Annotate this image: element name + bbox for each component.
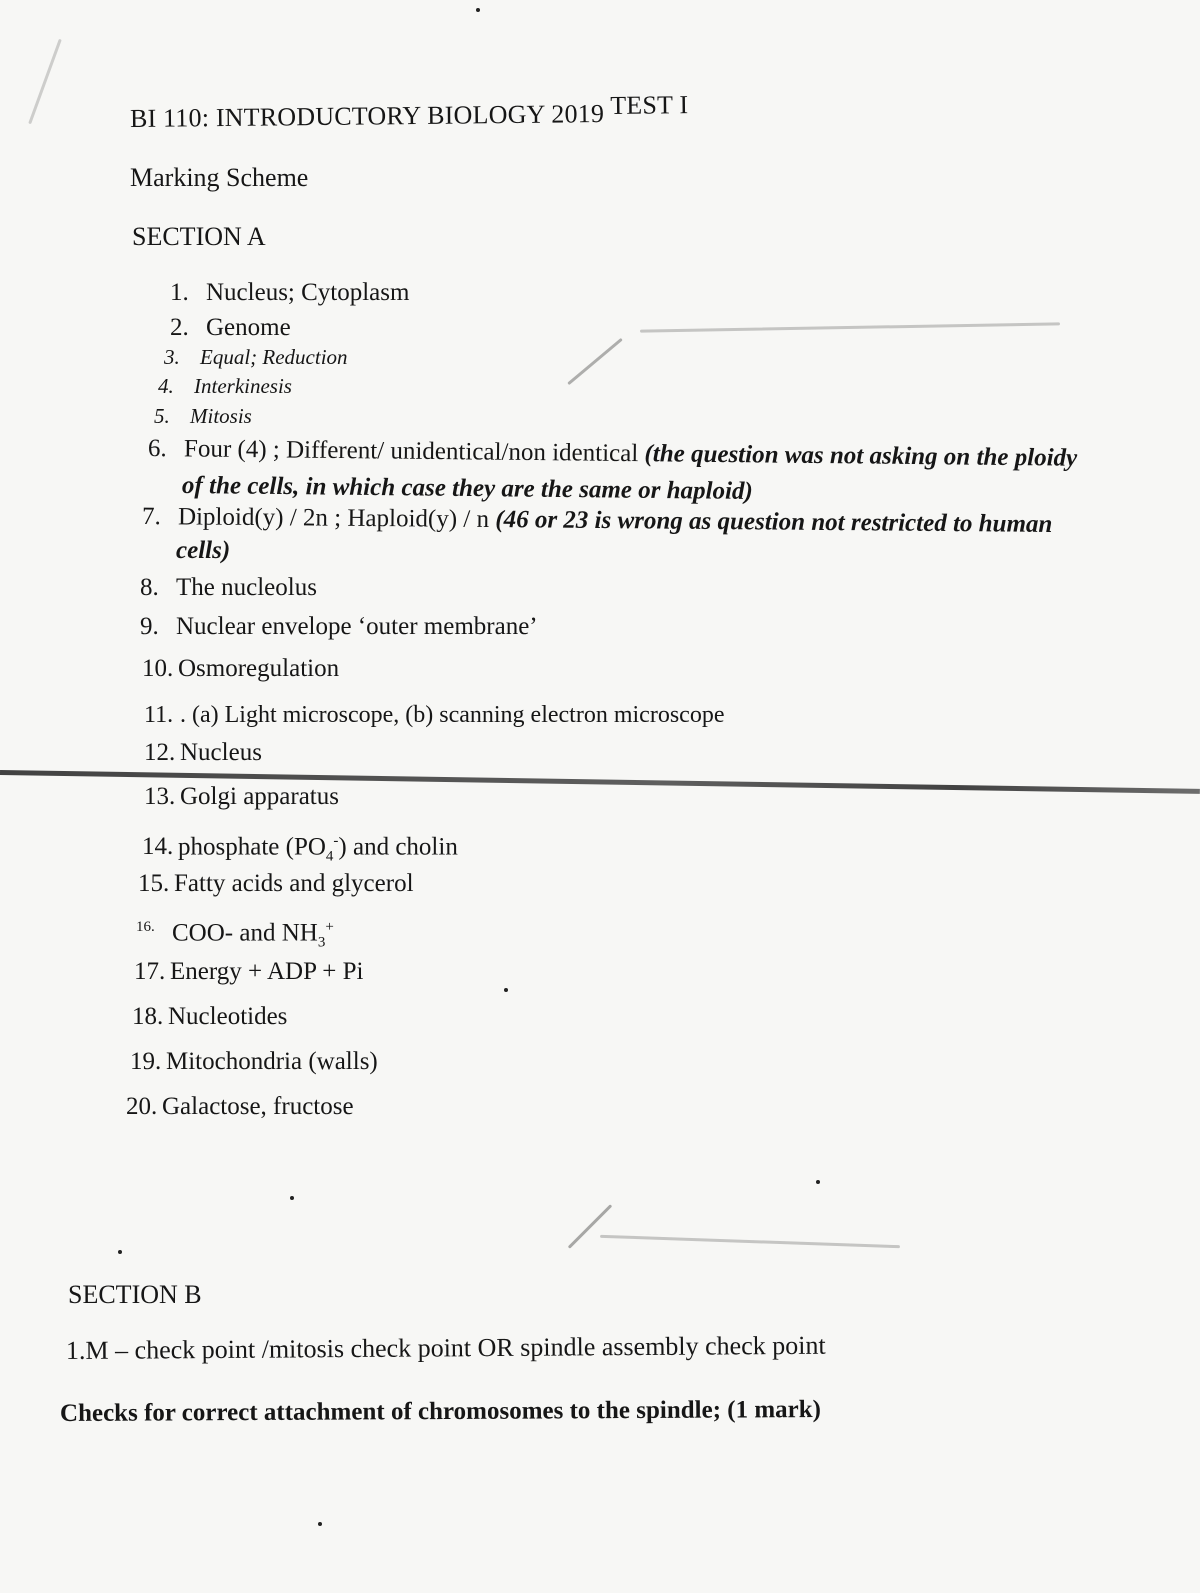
answer-text: Golgi apparatus (180, 783, 339, 810)
answer-number: 3. (164, 345, 180, 369)
answer-number: 12. (144, 739, 176, 766)
answer-item (144, 738, 262, 768)
answer-item (142, 654, 339, 684)
answer-note: (46 or 23 is wrong as question not restricted to human (495, 506, 1053, 538)
scan-smudge (568, 1204, 613, 1249)
scan-smudge (600, 1235, 900, 1248)
document-title-main: BI 110: INTRODUCTORY BIOLOGY 2019 (129, 99, 605, 133)
scan-speck (290, 1196, 294, 1200)
answer-item (126, 1092, 354, 1122)
answer-text: Genome (206, 314, 291, 341)
answer-item (144, 782, 339, 812)
answer-text: phosphate (PO (178, 833, 326, 861)
answer-item (138, 869, 414, 899)
answer-text: Galactose, fructose (162, 1093, 354, 1120)
answer-item (132, 1002, 287, 1032)
section-a-heading: SECTION A (132, 222, 266, 251)
answer-number: 6. (147, 435, 167, 463)
answer-text: Energy + ADP + Pi (170, 958, 364, 985)
answer-text: Mitochondria (walls) (166, 1048, 378, 1075)
answer-number: 20. (126, 1093, 158, 1120)
scan-smudge (567, 338, 623, 385)
answer-number: 10. (142, 655, 174, 682)
answer-subscript: 4 (325, 848, 334, 865)
answer-item (142, 826, 458, 871)
answer-text: Nucleotides (168, 1003, 288, 1030)
answer-text: Nucleus; Cytoplasm (206, 279, 410, 306)
answer-number: 14. (142, 833, 174, 861)
answer-text: Diploid(y) / 2n ; Haploid(y) / n (177, 503, 490, 534)
answer-item (158, 371, 292, 401)
answer-number: 1. (170, 279, 189, 306)
scan-speck (118, 1250, 122, 1254)
answer-text: Nuclear envelope ‘outer membrane’ (176, 613, 538, 640)
answer-number: 8. (140, 574, 159, 601)
scan-smudge (28, 39, 62, 125)
scan-speck (318, 1522, 322, 1526)
answer-text: Fatty acids and glycerol (174, 870, 414, 897)
answer-item (140, 612, 538, 642)
document-subtitle: Marking Scheme (130, 163, 309, 192)
answer-note: (the question was not asking on the ploidy (644, 440, 1078, 472)
document-title (129, 90, 689, 134)
answer-item (154, 401, 252, 431)
answer-number: 13. (144, 783, 176, 810)
section-b-heading: SECTION B (68, 1280, 202, 1309)
answer-text: Nucleus (180, 739, 262, 766)
answer-superscript: - (333, 833, 339, 849)
answer-item (170, 278, 409, 308)
answer-text: Four (4) ; Different/ unidentical/non identical (183, 435, 639, 468)
answer-item (142, 502, 1053, 540)
answer-number: 19. (130, 1048, 162, 1075)
answer-number: 4. (158, 374, 174, 398)
answer-text: Mitosis (190, 404, 252, 428)
scan-smudge (640, 322, 1060, 332)
answer-number: 2. (170, 314, 189, 341)
scan-speck (504, 988, 508, 992)
scan-speck (816, 1180, 820, 1184)
answer-text: ) and cholin (338, 833, 458, 861)
answer-item (164, 342, 348, 372)
answer-number: 7. (141, 503, 161, 531)
scan-speck (476, 8, 480, 12)
answer-item (136, 912, 334, 957)
answer-text: COO- and NH (172, 919, 318, 947)
answer-text: Equal; Reduction (200, 345, 348, 369)
answer-subscript: 3 (317, 934, 326, 951)
answer-note-continued: cells) (176, 537, 231, 564)
answer-item (144, 700, 724, 730)
answer-item (170, 313, 291, 343)
answer-item (148, 434, 1078, 474)
answer-item (130, 1047, 378, 1077)
document-title-test: TEST I (610, 90, 689, 120)
answer-item (140, 573, 317, 603)
answer-superscript: + (325, 919, 334, 935)
answer-text: Interkinesis (194, 374, 292, 398)
answer-item (134, 957, 364, 987)
answer-note-continued: of the cells, in which case they are the same or haploid) (181, 472, 753, 505)
answer-number: 16. (136, 919, 155, 935)
answer-number: 18. (132, 1003, 164, 1030)
answer-text: Osmoregulation (178, 655, 340, 682)
answer-number: 5. (154, 404, 170, 428)
section-b-answer-line: 1.M – check point /mitosis check point OR spindle assembly check point (65, 1330, 826, 1365)
answer-text: . (a) Light microscope, (b) scanning electron microscope (180, 702, 725, 728)
section-b-answer-line: Checks for correct attachment of chromosomes to the spindle; (1 mark) (59, 1396, 822, 1427)
answer-number: 17. (134, 958, 166, 985)
answer-text: The nucleolus (176, 574, 317, 601)
answer-number: 11. (144, 702, 174, 728)
answer-number: 15. (138, 870, 170, 897)
answer-number: 9. (140, 613, 159, 640)
